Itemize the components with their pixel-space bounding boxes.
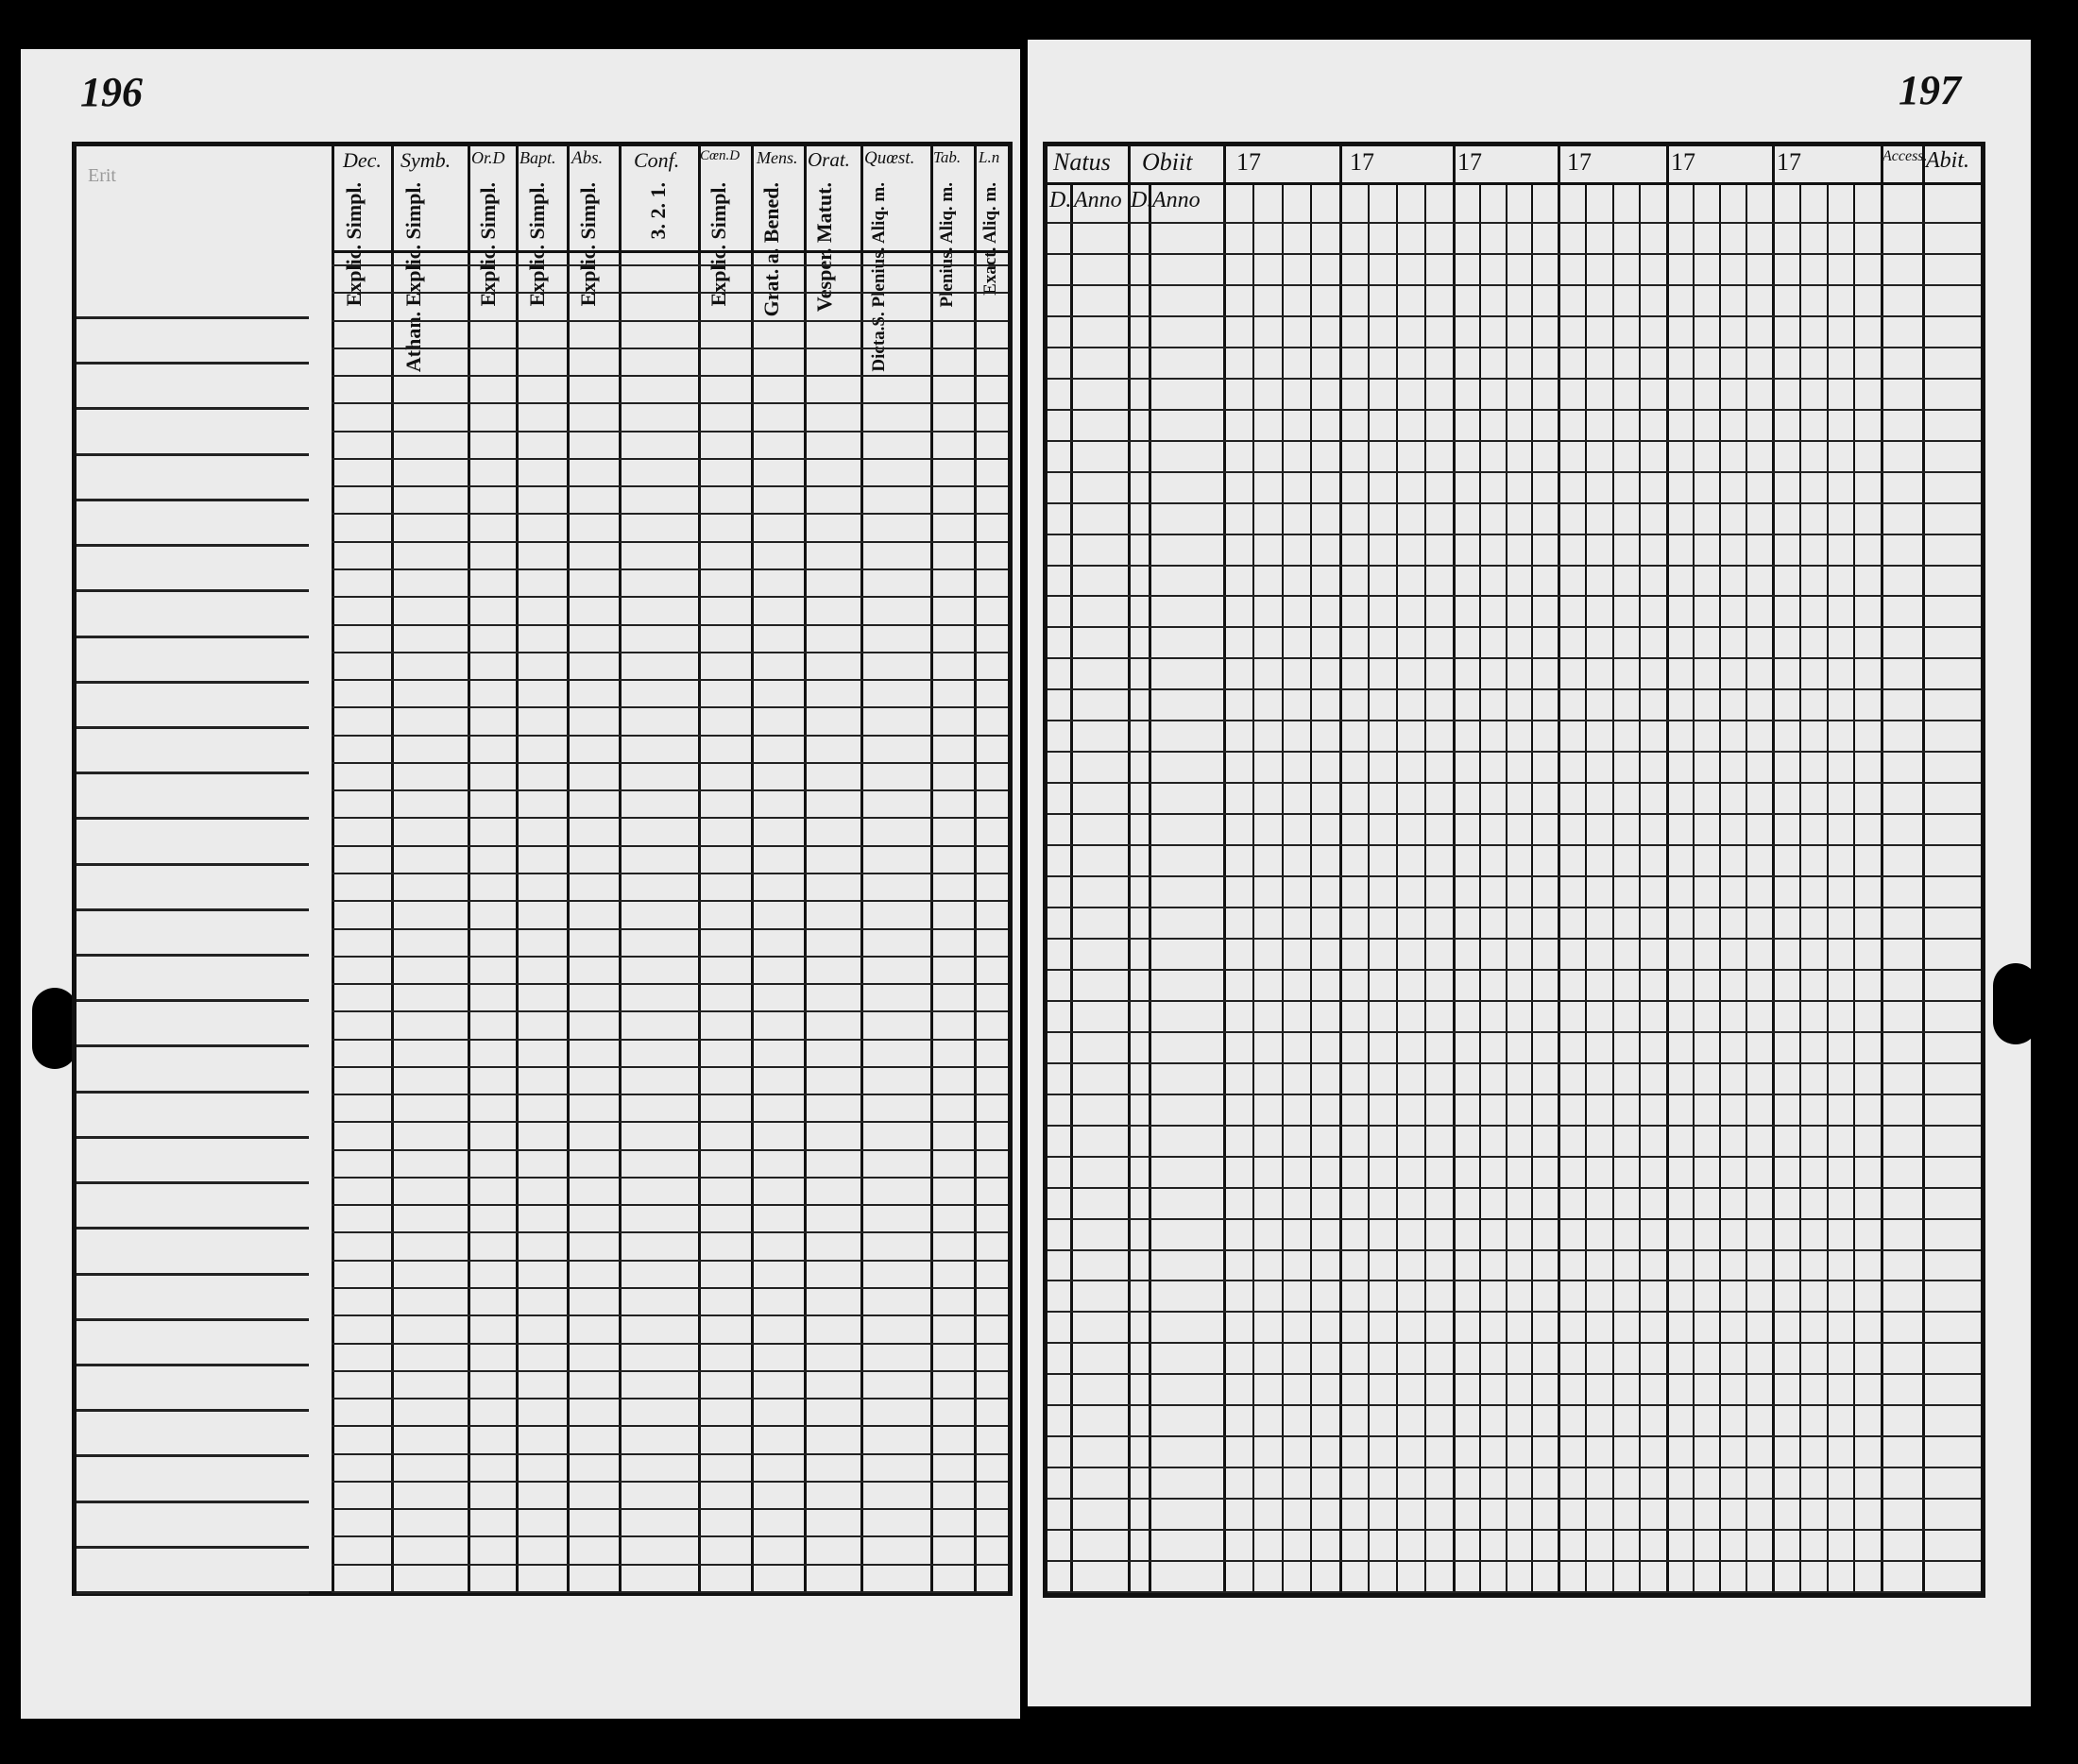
ruled-line: [1048, 315, 1981, 317]
ruled-line: [1048, 284, 1981, 286]
col-head: Obiit: [1142, 148, 1193, 176]
col-head: 17: [1236, 148, 1261, 176]
column-divider: [332, 146, 334, 1591]
ruled-line: [332, 983, 1008, 985]
ruled-line: [1048, 1529, 1981, 1531]
col-head: Bapt.: [520, 148, 556, 167]
ruled-line: [1048, 1311, 1981, 1313]
ruled-line: [77, 362, 309, 365]
sub-column-divider: [1282, 184, 1284, 1593]
ruled-line: [332, 789, 1008, 791]
ruled-line: [1048, 626, 1981, 628]
ruled-line: [332, 1287, 1008, 1289]
col-head: 17: [1777, 148, 1801, 176]
col-sub: Plenius. Aliq. m.: [937, 182, 957, 308]
ruled-line: [77, 316, 309, 319]
column-divider: [860, 146, 863, 1591]
ruled-line: [77, 1364, 309, 1366]
ruled-line: [77, 1136, 309, 1139]
ruled-line: [77, 1454, 309, 1457]
page-number-right: 197: [1899, 67, 1961, 113]
column-divider: [698, 146, 701, 1591]
ruled-line: [77, 954, 309, 957]
col-head: Quœst.: [864, 148, 915, 168]
binding-notch-left: [32, 988, 77, 1069]
column-divider: [1453, 146, 1456, 1593]
ruled-line: [1048, 938, 1981, 940]
ruled-line: [332, 1094, 1008, 1095]
col-head: Conf.: [634, 148, 680, 172]
sub-column-divider: [1506, 184, 1507, 1593]
header-divider-left: [332, 250, 1008, 253]
sub-column-divider: [1424, 184, 1426, 1593]
ruled-line: [332, 1481, 1008, 1483]
ruled-line: [1048, 1467, 1981, 1468]
ruled-line: [332, 928, 1008, 930]
ruled-line: [1048, 844, 1981, 846]
ruled-line: [332, 513, 1008, 515]
ruled-line: [1048, 471, 1981, 473]
ruled-line: [77, 1501, 309, 1503]
ruled-line: [1048, 1000, 1981, 1002]
ruled-line: [332, 1508, 1008, 1510]
ruled-line: [1048, 1591, 1981, 1593]
ruled-line: [332, 1535, 1008, 1537]
ruled-line: [332, 652, 1008, 653]
col-sub: Vesper. Matut.: [812, 182, 836, 313]
ruled-line: [77, 1227, 309, 1230]
header-divider-right: [1048, 182, 1981, 185]
sub-column-divider: [1719, 184, 1721, 1593]
col-head: Cœn.D: [700, 148, 741, 163]
ruled-line: [1048, 1560, 1981, 1562]
ruled-line: [332, 817, 1008, 819]
column-divider: [1070, 184, 1073, 1593]
column-divider: [1772, 146, 1775, 1593]
ruled-line: [1048, 1218, 1981, 1220]
ruled-line: [1048, 720, 1981, 721]
col-head: Abit.: [1926, 148, 1969, 173]
ruled-line: [1048, 1156, 1981, 1158]
ruled-line: [332, 1425, 1008, 1427]
sub-column-divider: [1746, 184, 1747, 1593]
col-sub: Explic. Simpl.: [707, 182, 730, 307]
ruled-line: [1048, 502, 1981, 504]
ruled-line: [1048, 1498, 1981, 1500]
column-divider: [1339, 146, 1342, 1593]
ruled-line: [77, 726, 309, 729]
col-sub: Explic. Simpl.: [476, 182, 500, 307]
column-divider: [567, 146, 570, 1591]
ruled-line: [1048, 253, 1981, 255]
col-head: Or.D: [471, 148, 505, 167]
ruled-line: [332, 1315, 1008, 1316]
ruled-line: [1048, 657, 1981, 659]
sub-column-divider: [1310, 184, 1312, 1593]
ruled-line: [332, 873, 1008, 874]
column-divider: [804, 146, 807, 1591]
ruled-line: [77, 681, 309, 684]
ruled-line: [77, 1044, 309, 1047]
ruled-line: [332, 1260, 1008, 1262]
ruled-line: [332, 956, 1008, 958]
column-divider: [468, 146, 470, 1591]
ruled-line: [77, 499, 309, 501]
register-table-left: [72, 142, 1013, 1596]
ruled-line: [1048, 688, 1981, 690]
col-sub: Dicta.S. Plenius. Aliq. m.: [869, 182, 889, 372]
ruled-line: [77, 407, 309, 410]
ruled-line: [77, 1409, 309, 1412]
ruled-line: [332, 1010, 1008, 1012]
col-head: Abs.: [571, 148, 604, 168]
column-divider: [930, 146, 933, 1591]
ruled-line: [332, 292, 1008, 294]
col-head: L.n: [979, 148, 1000, 166]
column-divider: [1149, 184, 1151, 1593]
ruled-line: [1048, 440, 1981, 442]
ruled-line: [332, 458, 1008, 460]
ruled-line: [1048, 782, 1981, 784]
sub-column-divider: [1479, 184, 1481, 1593]
faint-heading: Erit: [88, 165, 116, 186]
sub-column-divider: [1368, 184, 1370, 1593]
column-divider: [1223, 146, 1226, 1593]
col-head: 17: [1567, 148, 1592, 176]
column-divider: [1128, 146, 1131, 1593]
ruled-line: [1048, 1342, 1981, 1344]
ruled-line: [1048, 378, 1981, 380]
ruled-line: [332, 1453, 1008, 1455]
ruled-line: [77, 999, 309, 1002]
ruled-line: [332, 679, 1008, 681]
ruled-line: [332, 541, 1008, 543]
ruled-line: [332, 264, 1008, 266]
col-head: 17: [1457, 148, 1482, 176]
register-table-right: [1043, 142, 1985, 1598]
col-head: Mens.: [757, 148, 798, 167]
ruled-line: [1048, 875, 1981, 877]
ruled-line: [1048, 1125, 1981, 1127]
ruled-line: [77, 1591, 309, 1594]
page-number-left: 196: [80, 69, 143, 115]
ruled-line: [1048, 1435, 1981, 1437]
col-head: 17: [1671, 148, 1695, 176]
col-head: Symb.: [400, 148, 451, 172]
sub-column-divider: [1639, 184, 1641, 1593]
sub-column-divider: [1799, 184, 1801, 1593]
ruled-line: [332, 845, 1008, 847]
ruled-line: [1048, 595, 1981, 597]
col-sub: Explic. Simpl.: [342, 182, 366, 307]
col-sub: D.: [1131, 188, 1153, 212]
ruled-line: [1048, 1249, 1981, 1251]
col-head: Orat.: [808, 148, 850, 171]
column-divider: [974, 146, 977, 1591]
sub-column-divider: [1612, 184, 1614, 1593]
ruled-line: [1048, 1187, 1981, 1189]
ruled-line: [332, 431, 1008, 433]
ruled-line: [332, 1591, 1008, 1593]
ruled-line: [1048, 1404, 1981, 1406]
ruled-line: [1048, 1373, 1981, 1375]
ruled-line: [1048, 907, 1981, 908]
col-head: Tab.: [933, 148, 962, 166]
ruled-line: [332, 900, 1008, 902]
ruled-line: [1048, 813, 1981, 815]
sub-column-divider: [1853, 184, 1855, 1593]
ruled-line: [1048, 1062, 1981, 1064]
ruled-line: [332, 1121, 1008, 1123]
col-sub: D.: [1049, 188, 1072, 212]
ruled-line: [77, 1546, 309, 1549]
binding-notch-right: [1993, 963, 2038, 1044]
ruled-line: [77, 1273, 309, 1276]
column-divider: [619, 146, 622, 1591]
col-sub: Grat. a. Bened.: [759, 182, 783, 317]
ruled-line: [1048, 1280, 1981, 1281]
column-divider: [1922, 146, 1925, 1593]
ruled-line: [77, 817, 309, 820]
column-divider: [516, 146, 519, 1591]
ruled-line: [1048, 751, 1981, 753]
ruled-line: [1048, 1031, 1981, 1033]
col-sub: Anno: [1074, 188, 1122, 212]
col-head: Dec.: [343, 148, 382, 172]
ruled-line: [77, 772, 309, 774]
ruled-line: [1048, 1094, 1981, 1095]
sub-column-divider: [1252, 184, 1254, 1593]
ruled-line: [1048, 534, 1981, 535]
ruled-line: [332, 735, 1008, 737]
sub-column-divider: [1531, 184, 1533, 1593]
col-head: Access.: [1882, 148, 1928, 164]
column-divider: [1558, 146, 1560, 1593]
ruled-line: [1048, 347, 1981, 348]
sub-column-divider: [1693, 184, 1695, 1593]
ruled-line: [332, 1398, 1008, 1399]
ruled-line: [332, 1066, 1008, 1068]
ruled-line: [332, 375, 1008, 377]
ruled-line: [77, 636, 309, 638]
ruled-line: [77, 544, 309, 547]
ruled-line: [332, 485, 1008, 487]
ruled-line: [332, 1564, 1008, 1566]
ruled-line: [332, 348, 1008, 349]
ruled-line: [332, 568, 1008, 570]
ruled-line: [332, 1204, 1008, 1206]
sub-column-divider: [1827, 184, 1829, 1593]
ruled-line: [332, 624, 1008, 626]
col-sub: Anno: [1152, 188, 1201, 212]
ruled-line: [332, 1231, 1008, 1233]
ruled-line: [332, 1343, 1008, 1345]
ruled-line: [332, 320, 1008, 322]
column-divider: [1666, 146, 1669, 1593]
ruled-line: [332, 402, 1008, 404]
ruled-line: [332, 1370, 1008, 1372]
ruled-line: [77, 1181, 309, 1184]
ruled-line: [77, 863, 309, 866]
ruled-line: [332, 706, 1008, 708]
col-sub: Explic. Simpl.: [525, 182, 549, 307]
col-head: Natus: [1053, 148, 1111, 176]
col-sub: Athan. Explic. Simpl.: [401, 182, 425, 373]
ruled-line: [77, 908, 309, 911]
ruled-line: [77, 1318, 309, 1321]
ruled-line: [77, 1091, 309, 1094]
ruled-line: [77, 589, 309, 592]
ruled-line: [77, 453, 309, 456]
sub-column-divider: [1585, 184, 1587, 1593]
column-divider: [1881, 146, 1883, 1593]
ruled-line: [332, 762, 1008, 764]
ruled-line: [332, 596, 1008, 598]
ruled-line: [1048, 409, 1981, 411]
col-sub: 3. 2. 1.: [646, 182, 670, 240]
ruled-line: [332, 1149, 1008, 1151]
ruled-line: [1048, 969, 1981, 971]
col-head: 17: [1350, 148, 1374, 176]
sub-column-divider: [1396, 184, 1398, 1593]
ruled-line: [332, 1177, 1008, 1179]
ruled-line: [1048, 565, 1981, 567]
column-divider: [391, 146, 394, 1591]
ruled-line: [1048, 222, 1981, 224]
col-sub: Explic. Simpl.: [576, 182, 600, 307]
column-divider: [751, 146, 754, 1591]
ruled-line: [332, 1039, 1008, 1041]
col-sub: Exact. Aliq. m.: [980, 182, 1000, 296]
